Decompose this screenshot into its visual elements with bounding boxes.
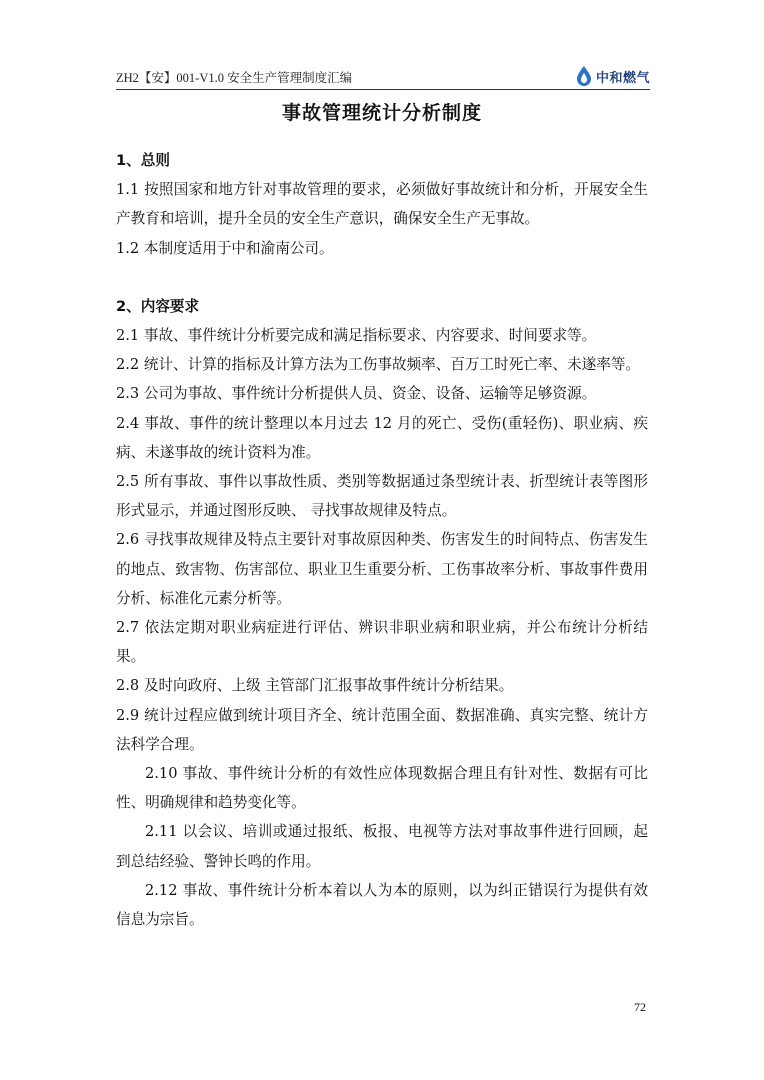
paragraph-2-3: 2.3 公司为事故、事件统计分析提供人员、资金、设备、运输等足够资源。	[116, 385, 597, 403]
paragraph-2-6: 2.6 寻找事故规律及特点主要针对事故原因种类、伤害发生的时间特点、伤害发生的地点、致害物、伤害部位、职业卫生重要分析、工伤事故率分析、事故事件费用分析、标准化元素分析等。	[116, 531, 648, 607]
paragraph-2-12: 2.12 事故、事件统计分析本着以人为本的原则，以为纠正错误行为提供有效信息为宗旨。	[116, 881, 648, 929]
page-header	[116, 62, 650, 90]
paragraph-2-4: 2.4 事故、事件的统计整理以本月过去 12 月的死亡、受伤(重轻伤)、职业病、疾病、未遂事故的统计资料为准。	[116, 414, 648, 461]
paragraph-1-1: 1.1 按照国家和地方针对事故管理的要求，必须做好事故统计和分析，开展安全生产教育和培训，提升全员的安全生产意识，确保安全生产无事故。	[116, 181, 648, 228]
section-heading-general: 1、总则	[116, 152, 170, 169]
paragraph-2-11: 2.11 以会议、培训或通过报纸、板报、电视等方法对事故事件进行回顾，起到总结经验、警钟长鸣的作用。	[116, 823, 648, 870]
paragraph-1-2: 1.2 本制度适用于中和渝南公司。	[116, 239, 334, 257]
paragraph-2-7: 2.7 依法定期对职业病症进行评估、辨识非职业病和职业病，并公布统计分析结果。	[116, 619, 648, 666]
logo-text: 中和燃气	[595, 70, 650, 86]
flame-icon	[575, 65, 593, 87]
paragraph-2-9: 2.9 统计过程应做到统计项目齐全、统计范围全面、数据准确、真实完整、统计方法科学合理。	[116, 706, 648, 753]
company-logo	[575, 64, 650, 88]
document-title: 事故管理统计分析制度	[281, 102, 482, 124]
paragraph-2-5: 2.5 所有事故、事件以事故性质、类别等数据通过条型统计表、折型统计表等图形形式显示，并通过图形反映、 寻找事故规律及特点。	[116, 473, 648, 520]
paragraph-2-10: 2.10 事故、事件统计分析的有效性应体现数据合理且有针对性、数据有可比性、明确规律和趋势变化等。	[116, 765, 648, 812]
header-doc-code: ZH2【安】001-V1.0 安全生产管理制度汇编	[116, 71, 353, 85]
paragraph-2-2: 2.2 统计、计算的指标及计算方法为工伤事故频率、百万工时死亡率、未遂率等。	[116, 356, 641, 374]
paragraph-2-1: 2.1 事故、事件统计分析要完成和满足指标要求、内容要求、时间要求等。	[116, 327, 597, 345]
document-body	[116, 146, 648, 934]
page-number: 72	[634, 1000, 646, 1014]
section-heading-requirements: 2、内容要求	[116, 297, 200, 315]
paragraph-2-8: 2.8 及时向政府、上级 主管部门汇报事故事件统计分析结果。	[116, 677, 514, 695]
header-divider	[116, 89, 650, 90]
section-spacer	[116, 263, 648, 292]
